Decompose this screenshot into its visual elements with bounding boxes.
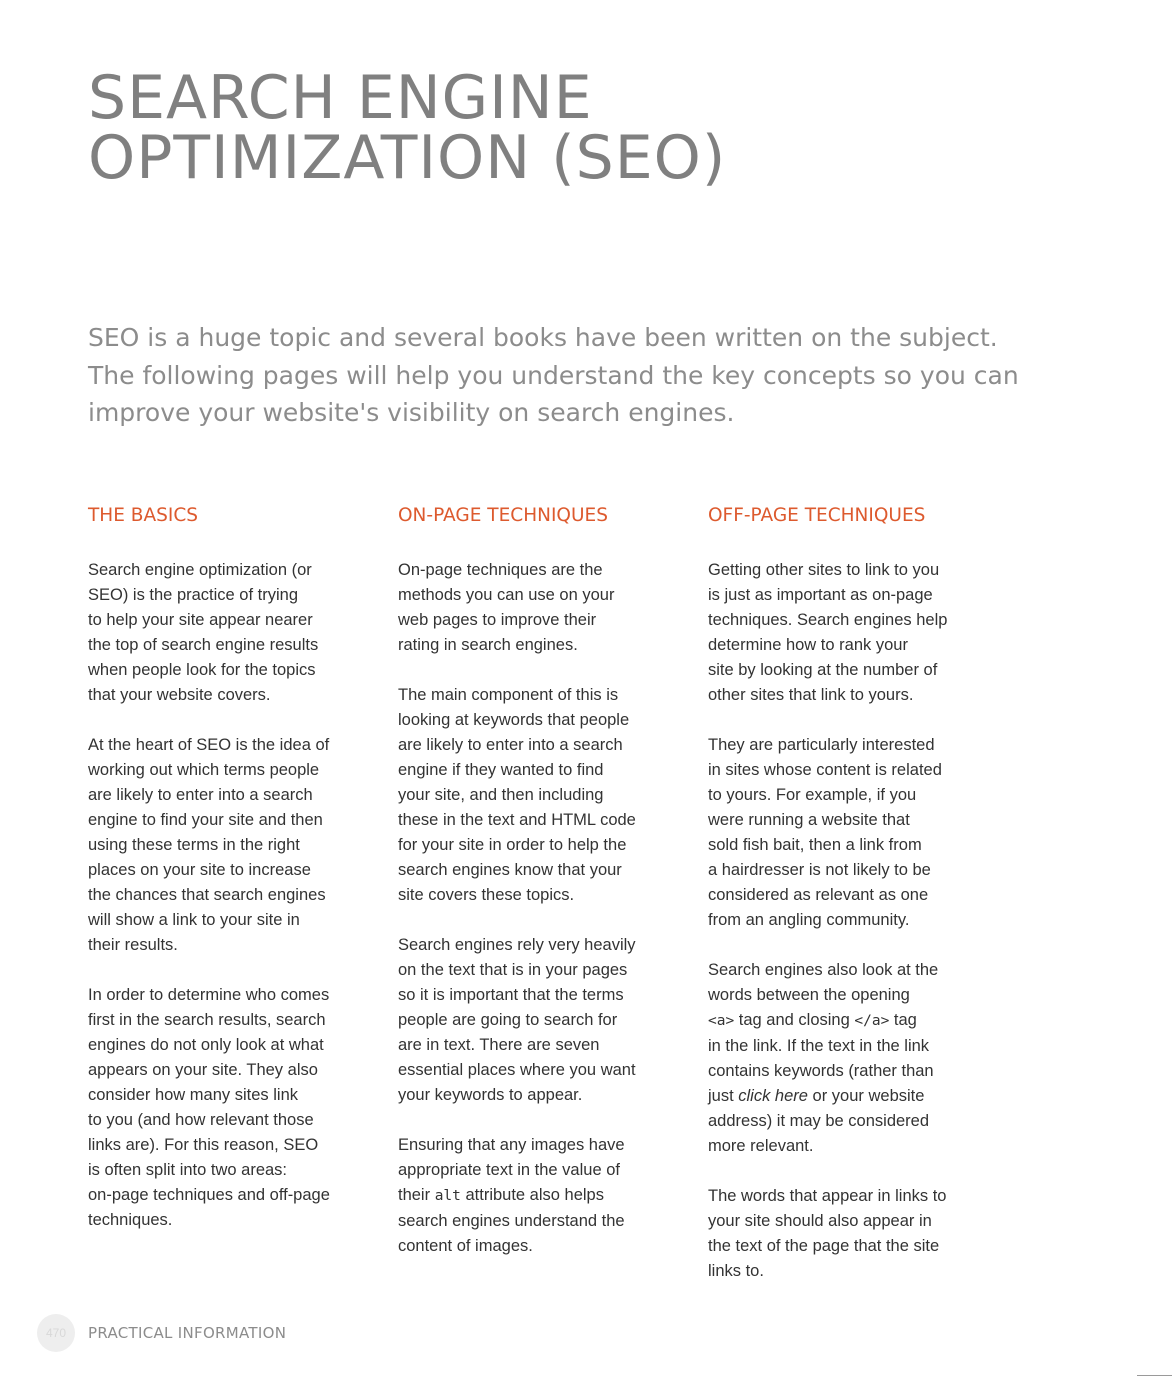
text-line: essential places where you want [398,1061,636,1079]
code-opening-a-tag: <a> [708,1013,735,1029]
text-line: to you (and how relevant those [88,1111,314,1129]
text-line [708,1008,988,1034]
emphasis-click-here: click here [738,1087,808,1105]
text-line: places on your site to increase [88,861,311,879]
text-line: working out which terms people [88,761,320,779]
text-line: so it is important that the terms [398,986,624,1004]
column-off-page-techniques [708,503,988,1309]
text-line: people are going to search for [398,1011,618,1029]
intro-paragraph [88,319,1019,432]
text-line: Search engines also look at the [708,961,939,979]
text-line: At the heart of SEO is the idea of [88,736,330,754]
text-line: are likely to enter into a search [398,736,623,754]
text-line: are in text. There are seven [398,1036,600,1054]
text-line: looking at keywords that people [398,711,630,729]
text-line: more relevant. [708,1137,814,1155]
text-line: techniques. Search engines help [708,611,948,629]
text-line: SEO) is the practice of trying [88,586,298,604]
body-paragraph [398,683,678,908]
text-line: rating in search engines. [398,636,578,654]
column-heading: THE BASICS [88,505,198,526]
column-body [88,558,368,1233]
text-line: links to. [708,1262,764,1280]
body-paragraph [708,558,988,708]
text-segment: just [708,1087,739,1105]
code-closing-a-tag: </a> [854,1013,890,1029]
text-line: search engines know that your [398,861,622,879]
body-paragraph [88,983,368,1233]
text-line: first in the search results, search [88,1011,326,1029]
corner-divider [1137,1375,1172,1376]
text-line: sold fish bait, then a link from [708,836,922,854]
text-line: a hairdresser is not likely to be [708,861,931,879]
text-line: consider how many sites link [88,1086,299,1104]
text-line: web pages to improve their [398,611,597,629]
text-line [708,1084,988,1109]
text-line: your keywords to appear. [398,1086,583,1104]
text-line: appropriate text in the value of [398,1161,620,1179]
column-body [708,558,988,1284]
text-line: the top of search engine results [88,636,319,654]
text-line: words between the opening [708,986,910,1004]
text-line: appears on your site. They also [88,1061,318,1079]
text-line: Search engines rely very heavily [398,936,636,954]
page-title [88,63,727,193]
text-line: for your site in order to help the [398,836,627,854]
intro-line: SEO is a huge topic and several books have been written on the subject. [88,323,998,352]
text-line: to help your site appear nearer [88,611,313,629]
text-line: In order to determine who comes [88,986,330,1004]
text-line: the text of the page that the site [708,1237,940,1255]
text-line: to yours. For example, if you [708,786,917,804]
page-title-line: SEARCH ENGINE [88,63,593,133]
text-line: is often split into two areas: [88,1161,288,1179]
text-line: will show a link to your site in [88,911,300,929]
body-paragraph [398,558,678,658]
text-line: contains keywords (rather than [708,1062,934,1080]
text-line: engines do not only look at what [88,1036,324,1054]
text-line: On-page techniques are the [398,561,603,579]
body-paragraph [708,958,988,1159]
text-line: using these terms in the right [88,836,300,854]
section-label: PRACTICAL INFORMATION [88,1324,287,1342]
text-line: that your website covers. [88,686,271,704]
text-line: Ensuring that any images have [398,1136,625,1154]
text-line: considered as relevant as one [708,886,929,904]
body-paragraph [398,1133,678,1259]
column-body [398,558,678,1259]
text-line: They are particularly interested [708,736,935,754]
text-line: search engines understand the [398,1212,625,1230]
text-line: The words that appear in links to [708,1187,947,1205]
text-segment: tag [889,1011,917,1029]
text-line: address) it may be considered [708,1112,930,1130]
text-segment: or your website [807,1087,925,1105]
text-line: in sites whose content is related [708,761,942,779]
text-line: methods you can use on your [398,586,615,604]
text-line: site covers these topics. [398,886,575,904]
body-paragraph [708,1184,988,1284]
text-line [398,1183,678,1209]
text-line: were running a website that [708,811,910,829]
body-paragraph [88,558,368,708]
page-title-line: OPTIMIZATION (SEO) [88,123,727,193]
text-line: when people look for the topics [88,661,316,679]
text-line: engine if they wanted to find [398,761,604,779]
text-line: techniques. [88,1211,173,1229]
column-on-page-techniques [398,503,678,1284]
text-line: are likely to enter into a search [88,786,313,804]
text-segment: their [398,1186,435,1204]
text-segment: attribute also helps [460,1186,604,1204]
text-line: your site should also appear in [708,1212,932,1230]
text-line: the chances that search engines [88,886,326,904]
text-line: determine how to rank your [708,636,908,654]
text-line: The main component of this is [398,686,619,704]
text-segment: tag and closing [734,1011,855,1029]
text-line: site by looking at the number of [708,661,938,679]
column-heading: OFF-PAGE TECHNIQUES [708,505,926,526]
text-line: from an angling community. [708,911,910,929]
body-paragraph [708,733,988,933]
text-line: in the link. If the text in the link [708,1037,930,1055]
page-number: 470 [37,1314,75,1352]
body-paragraph [398,933,678,1108]
text-line: on-page techniques and off-page [88,1186,330,1204]
intro-line: improve your website's visibility on search engines. [88,398,735,427]
text-line: their results. [88,936,178,954]
text-line: your site, and then including [398,786,604,804]
text-line: engine to find your site and then [88,811,323,829]
text-line: Getting other sites to link to you [708,561,940,579]
text-line: other sites that link to yours. [708,686,914,704]
code-alt-attribute: alt [434,1188,461,1204]
column-heading: ON-PAGE TECHNIQUES [398,505,608,526]
text-line: Search engine optimization (or [88,561,312,579]
text-line: on the text that is in your pages [398,961,628,979]
text-line: links are). For this reason, SEO [88,1136,319,1154]
body-paragraph [88,733,368,958]
intro-line: The following pages will help you understand the key concepts so you can [88,360,1019,390]
text-line: is just as important as on-page [708,586,933,604]
text-line: content of images. [398,1237,533,1255]
text-line: these in the text and HTML code [398,811,636,829]
column-the-basics [88,503,368,1258]
